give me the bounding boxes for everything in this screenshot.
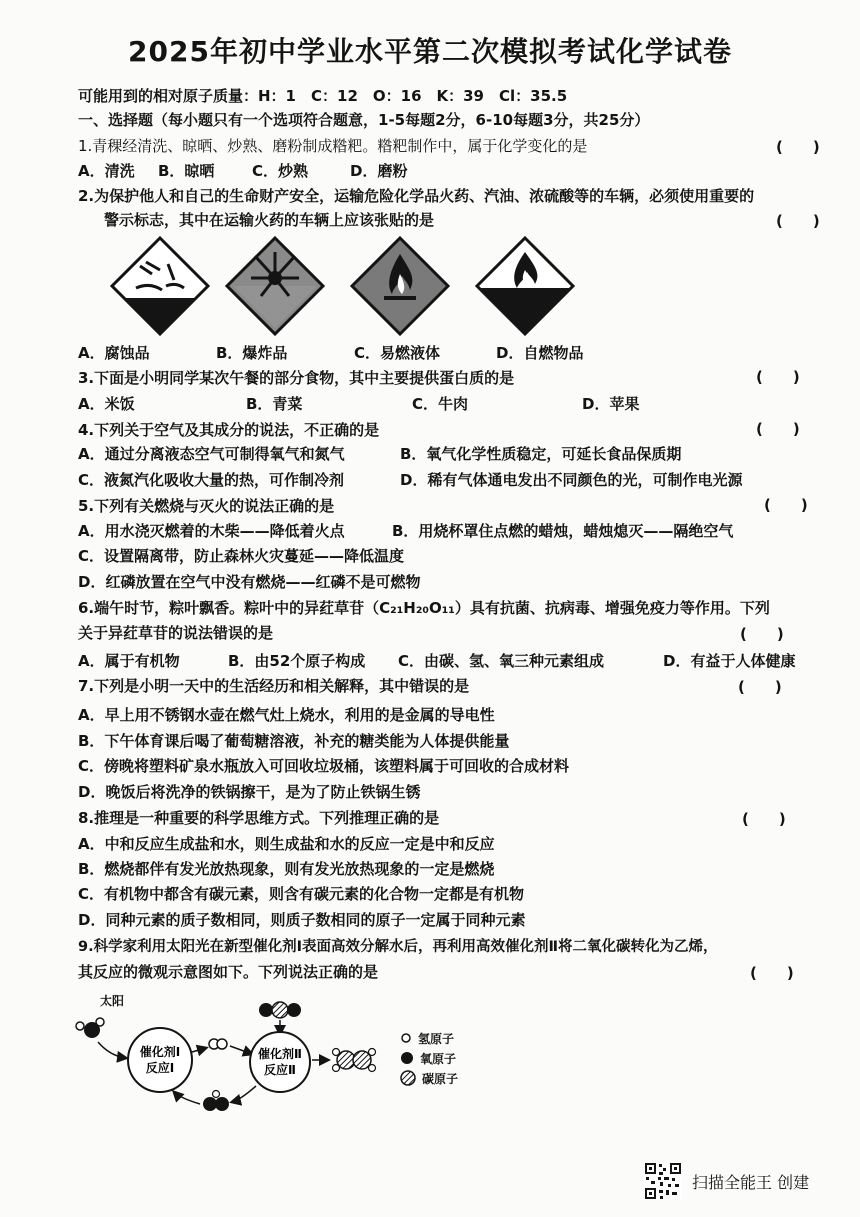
section-heading: 一、选择题（每小题只有一个选项符合题意，1-5每题2分，6-10每题3分，共25分）	[78, 111, 650, 129]
q6-answer-bracket: ( )	[740, 625, 784, 643]
legend-hydrogen-label: 氢原子	[418, 1031, 455, 1046]
q8-answer-bracket: ( )	[742, 810, 786, 828]
q1-option-a: A．清洗	[78, 162, 135, 180]
reaction-1-label: 反应Ⅰ	[145, 1061, 175, 1075]
hazard-signs	[110, 236, 610, 336]
q8-option-a: A．中和反应生成盐和水，则生成盐和水的反应一定是中和反应	[78, 835, 495, 853]
spontaneous-combustion-sign	[477, 238, 573, 334]
carbon-dioxide-molecule	[259, 1002, 301, 1018]
q8-option-c: C．有机物中都含有碳元素，则含有碳元素的化合物一定都是有机物	[78, 885, 525, 903]
q5-answer-bracket: ( )	[764, 496, 808, 514]
explosive-sign	[227, 238, 323, 334]
q5-option-d: D．红磷放置在空气中没有燃烧——红磷不是可燃物	[78, 573, 421, 591]
reaction-2-label: 反应Ⅱ	[264, 1063, 296, 1077]
q6-stem-line2: 关于异荭草苷的说法错误的是	[78, 624, 274, 642]
q7-option-d: D．晚饭后将洗净的铁锅擦干，是为了防止铁锅生锈	[78, 783, 421, 801]
q3-option-c: C．牛肉	[412, 395, 469, 413]
q7-option-c: C．傍晚将塑料矿泉水瓶放入可回收垃圾桶，该塑料属于可回收的合成材料	[78, 757, 570, 775]
q4-option-d: D．稀有气体通电发出不同颜色的光，可制作电光源	[400, 471, 743, 489]
catalyst-1	[128, 1028, 192, 1092]
q2-option-a: A．腐蚀品	[78, 344, 150, 362]
q1-stem: 1.青稞经清洗、晾晒、炒熟、磨粉制成糌粑。糌粑制作中，属于化学变化的是	[78, 137, 588, 155]
q2-option-d: D．自燃物品	[496, 344, 584, 362]
scanner-watermark	[644, 1162, 809, 1200]
q6-option-a: A．属于有机物	[78, 652, 180, 670]
q6-option-c: C．由碳、氢、氧三种元素组成	[398, 652, 605, 670]
q5-stem: 5.下列有关燃烧与灭火的说法正确的是	[78, 497, 335, 515]
q4-answer-bracket: ( )	[756, 420, 800, 438]
q4-option-b: B．氧气化学性质稳定，可延长食品保质期	[400, 445, 682, 463]
atom-legend	[400, 1028, 458, 1088]
q2-stem-line1: 2.为保护他人和自己的生命财产安全，运输危险化学品火药、汽油、浓硫酸等的车辆，必须使用重要的	[78, 187, 755, 205]
q3-option-d: D．苹果	[582, 395, 640, 413]
q7-stem: 7.下列是小明一天中的生活经历和相关解释，其中错误的是	[78, 677, 470, 695]
q3-option-b: B．青菜	[246, 395, 303, 413]
q7-option-b: B．下午体育课后喝了葡萄糖溶液，补充的糖类能为人体提供能量	[78, 732, 510, 750]
q1-option-c: C．炒熟	[252, 162, 309, 180]
legend-oxygen	[400, 1048, 458, 1068]
page-title: 2025年初中学业水平第二次模拟考试化学试卷	[128, 35, 732, 68]
q9-answer-bracket: ( )	[750, 964, 794, 982]
legend-carbon-label: 碳原子	[422, 1071, 459, 1086]
q1-answer-bracket: ( )	[776, 138, 820, 156]
legend-oxygen-label: 氧原子	[420, 1051, 457, 1066]
q7-option-a: A．早上用不锈钢水壶在燃气灶上烧水，利用的是金属的导电性	[78, 706, 495, 724]
q5-option-a: A．用水浇灭燃着的木柴——降低着火点	[78, 522, 345, 540]
atomic-masses: 可能用到的相对原子质量：H：1 C：12 O：16 K：39 Cl：35.5	[78, 87, 568, 105]
catalyst-2	[250, 1032, 310, 1092]
legend-hydrogen	[400, 1028, 458, 1048]
q3-stem: 3.下面是小明同学某次午餐的部分食物，其中主要提供蛋白质的是	[78, 369, 515, 387]
qr-code-icon	[644, 1162, 682, 1200]
oxygen-atom-icon	[400, 1051, 414, 1065]
q4-option-c: C．液氮汽化吸收大量的热，可作制冷剂	[78, 471, 345, 489]
q9-stem-line1: 9.科学家利用太阳光在新型催化剂Ⅰ表面高效分解水后，再利用高效催化剂Ⅱ将二氧化碳转化为乙烯，	[78, 939, 718, 955]
sun-label: 太阳	[100, 994, 125, 1008]
hydrogen-atom-icon	[400, 1032, 412, 1044]
q3-answer-bracket: ( )	[756, 368, 800, 386]
corrosive-sign	[112, 238, 208, 334]
q2-option-b: B．爆炸品	[216, 344, 288, 362]
q4-option-a: A．通过分离液态空气可制得氧气和氮气	[78, 445, 345, 463]
q6-option-d: D．有益于人体健康	[663, 652, 796, 670]
hydrogen-molecule	[209, 1039, 227, 1049]
q2-answer-bracket: ( )	[776, 212, 820, 230]
q5-option-c: C．设置隔离带，防止森林火灾蔓延——降低温度	[78, 547, 405, 565]
legend-carbon	[400, 1068, 458, 1088]
q6-option-b: B．由52个原子构成	[228, 652, 366, 670]
water-molecule-input	[76, 1018, 104, 1038]
q8-option-b: B．燃烧都伴有发光放热现象，则有发光放热现象的一定是燃烧	[78, 860, 495, 878]
ethylene-molecule	[333, 1049, 376, 1072]
catalyst-1-label: 催化剂Ⅰ	[139, 1045, 181, 1059]
flammable-liquid-sign	[352, 238, 448, 334]
catalyst-2-label: 催化剂Ⅱ	[258, 1047, 302, 1061]
q2-option-c: C．易燃液体	[354, 344, 441, 362]
q3-option-a: A．米饭	[78, 395, 135, 413]
q1-option-d: D．磨粉	[350, 162, 408, 180]
q8-stem: 8.推理是一种重要的科学思维方式。下列推理正确的是	[78, 809, 440, 827]
carbon-atom-icon	[400, 1070, 416, 1086]
q9-stem-line2: 其反应的微观示意图如下。下列说法正确的是	[78, 963, 379, 981]
q2-stem-line2: 警示标志，其中在运输火药的车辆上应该张贴的是	[104, 211, 435, 229]
q5-option-b: B．用烧杯罩住点燃的蜡烛，蜡烛熄灭——隔绝空气	[392, 522, 734, 540]
q4-stem: 4.下列关于空气及其成分的说法，不正确的是	[78, 421, 380, 439]
q8-option-d: D．同种元素的质子数相同，则质子数相同的原子一定属于同种元素	[78, 911, 526, 929]
q7-answer-bracket: ( )	[738, 678, 782, 696]
oxygen-molecule	[203, 1091, 229, 1112]
q6-stem-line1: 6.端午时节，粽叶飘香。粽叶中的异荭草苷（C₂₁H₂₀O₁₁）具有抗菌、抗病毒、增强免疫力等作用。下列	[78, 599, 770, 617]
scanner-credit: 扫描全能王 创建	[692, 1172, 810, 1192]
q1-option-b: B．晾晒	[158, 162, 215, 180]
